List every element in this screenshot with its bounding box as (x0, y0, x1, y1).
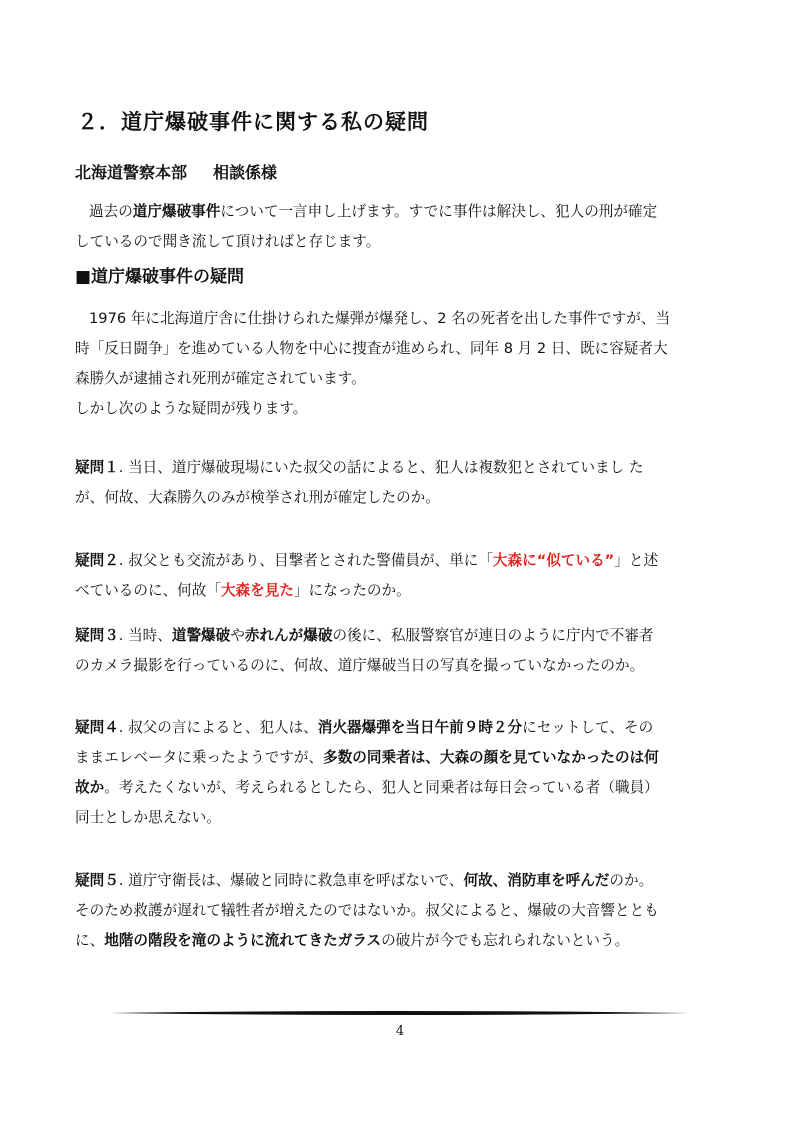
bold-emphasis: 道警爆破 (171, 627, 231, 644)
question-text: . 道庁守衛長は、爆破と同時に救急車を呼ばないで、 (118, 872, 464, 889)
question-text: の後に、私服警察官が連日のように庁内で不審者 (332, 627, 654, 644)
question-4 (75, 713, 725, 833)
intro-emphasis: 道庁爆破事件 (132, 203, 221, 220)
question-text: や (230, 627, 245, 644)
summary-text: しかし次のような疑問が残ります。 (75, 400, 308, 417)
question-text: そのため救護が遅れて犠牲者が増えたのではないか。叔父によると、爆破の大音響ととも (75, 902, 659, 919)
red-emphasis: 大森に“似ている” (492, 552, 615, 569)
intro-text: について一言申し上げます。すでに事件は解決し、犯人の刑が確定 (220, 203, 658, 220)
intro-paragraph (75, 197, 725, 257)
question-text: が、何故、大森勝久のみが検挙され刑が確定したのか。 (75, 489, 440, 506)
question-label: 疑問２ (75, 552, 119, 569)
question-text: 」と述 (614, 552, 659, 569)
intro-text: 過去の (89, 203, 133, 220)
question-1 (75, 453, 725, 513)
question-label: 疑問５ (75, 872, 119, 889)
summary-paragraph (75, 304, 725, 424)
intro-text: しているので聞き流して頂ければと存じます。 (75, 233, 381, 250)
bold-emphasis: 多数の同乗者は、大森の顔を見ていなかったのは何 (323, 749, 659, 766)
bold-emphasis: 赤れんが爆破 (244, 627, 333, 644)
addressee-line (75, 160, 277, 183)
question-text: 。考えたくないが、考えられるとしたら、犯人と同乗者は毎日会っている者（職員） (104, 779, 659, 796)
question-text: 同士としか思えない。 (75, 809, 221, 826)
addressee-department: 相談係様 (213, 163, 278, 182)
question-text: のか。 (609, 872, 654, 889)
page-number: 4 (395, 1024, 405, 1039)
red-emphasis: 大森を見た (220, 582, 294, 599)
question-text: 」になったのか。 (293, 582, 411, 599)
question-text: に、 (75, 932, 105, 949)
section-heading: ■道庁爆破事件の疑問 (75, 267, 245, 287)
summary-text: 森勝久が逮捕され死刑が確定されています。 (75, 370, 366, 387)
addressee-organization: 北海道警察本部 (75, 163, 188, 182)
summary-text: 時「反日闘争」を進めている人物を中心に捜査が進められ、同年 8 月 2 日、既に容疑者大 (75, 340, 668, 357)
summary-text: 1976 年に北海道庁舎に仕掛けられた爆弾が爆発し、2 名の死者を出した事件ですが、当 (89, 310, 671, 327)
bold-emphasis: 消火器爆弾を当日午前９時２分 (317, 719, 523, 736)
bold-emphasis: 故か (75, 779, 105, 796)
question-text: . 当時、 (118, 627, 172, 644)
question-label: 疑問３ (75, 627, 119, 644)
question-label: 疑問４ (75, 719, 119, 736)
bold-emphasis: 何故、消防車を呼んだ (463, 872, 610, 889)
question-text: . 叔父とも交流があり、目撃者とされた警備員が、単に「 (118, 552, 493, 569)
question-text: べているのに、何故「 (75, 582, 221, 599)
question-text: ままエレベータに乗ったようですが、 (75, 749, 324, 766)
question-text: のカメラ撮影を行っているのに、何故、道庁爆破当日の写真を撮っていなかったのか。 (75, 657, 645, 674)
question-text: の破片が今でも忘れられないという。 (381, 932, 630, 949)
question-3 (75, 621, 725, 681)
question-text: . 叔父の言によると、犯人は、 (118, 719, 318, 736)
question-5 (75, 866, 725, 956)
question-text: にセットして、その (522, 719, 654, 736)
page-title: ２．道庁爆破事件に関する私の疑問 (77, 110, 429, 134)
bold-emphasis: 地階の階段を滝のように流れてきたガラス (104, 932, 382, 949)
question-2 (75, 546, 725, 606)
question-label: 疑問１ (75, 459, 119, 476)
footer-divider (110, 1010, 690, 1016)
question-text: . 当日、道庁爆破現場にいた叔父の話によると、犯人は複数犯とされていまし た (118, 459, 644, 476)
